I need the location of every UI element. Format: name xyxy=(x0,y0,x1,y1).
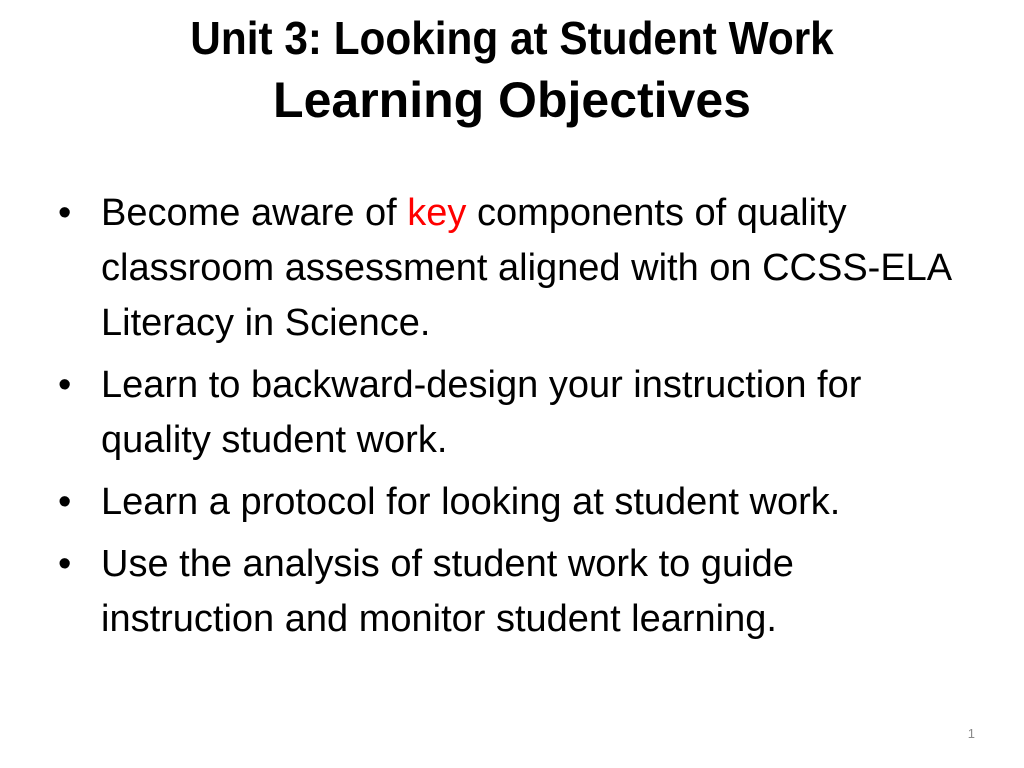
bullet-icon: • xyxy=(58,364,72,406)
slide-title xyxy=(0,8,1024,132)
objectives-list xyxy=(56,186,976,654)
page-number: 1 xyxy=(967,726,975,741)
objective-item-1 xyxy=(56,186,976,351)
objective-3-text: Learn a protocol for looking at student work. xyxy=(101,481,841,523)
objective-item-3 xyxy=(56,475,976,530)
title-line-1: Unit 3: Looking at Student Work xyxy=(190,12,834,64)
objective-item-4 xyxy=(56,537,976,647)
title-line-2: Learning Objectives xyxy=(273,72,751,128)
objective-1-text-before: Become aware of xyxy=(101,192,408,234)
bullet-icon: • xyxy=(58,481,72,523)
objective-item-2 xyxy=(56,358,976,468)
bullet-icon: • xyxy=(58,543,72,585)
objective-4-text: Use the analysis of student work to guide instruction and monitor student learning. xyxy=(101,543,794,640)
objective-1-text-after: components of quality classroom assessment aligned with on CCSS-ELA Literacy in Science. xyxy=(101,192,951,344)
bullet-icon: • xyxy=(58,192,72,234)
objective-1-highlight: key xyxy=(407,192,467,234)
objective-2-text: Learn to backward-design your instruction for quality student work. xyxy=(101,364,862,461)
